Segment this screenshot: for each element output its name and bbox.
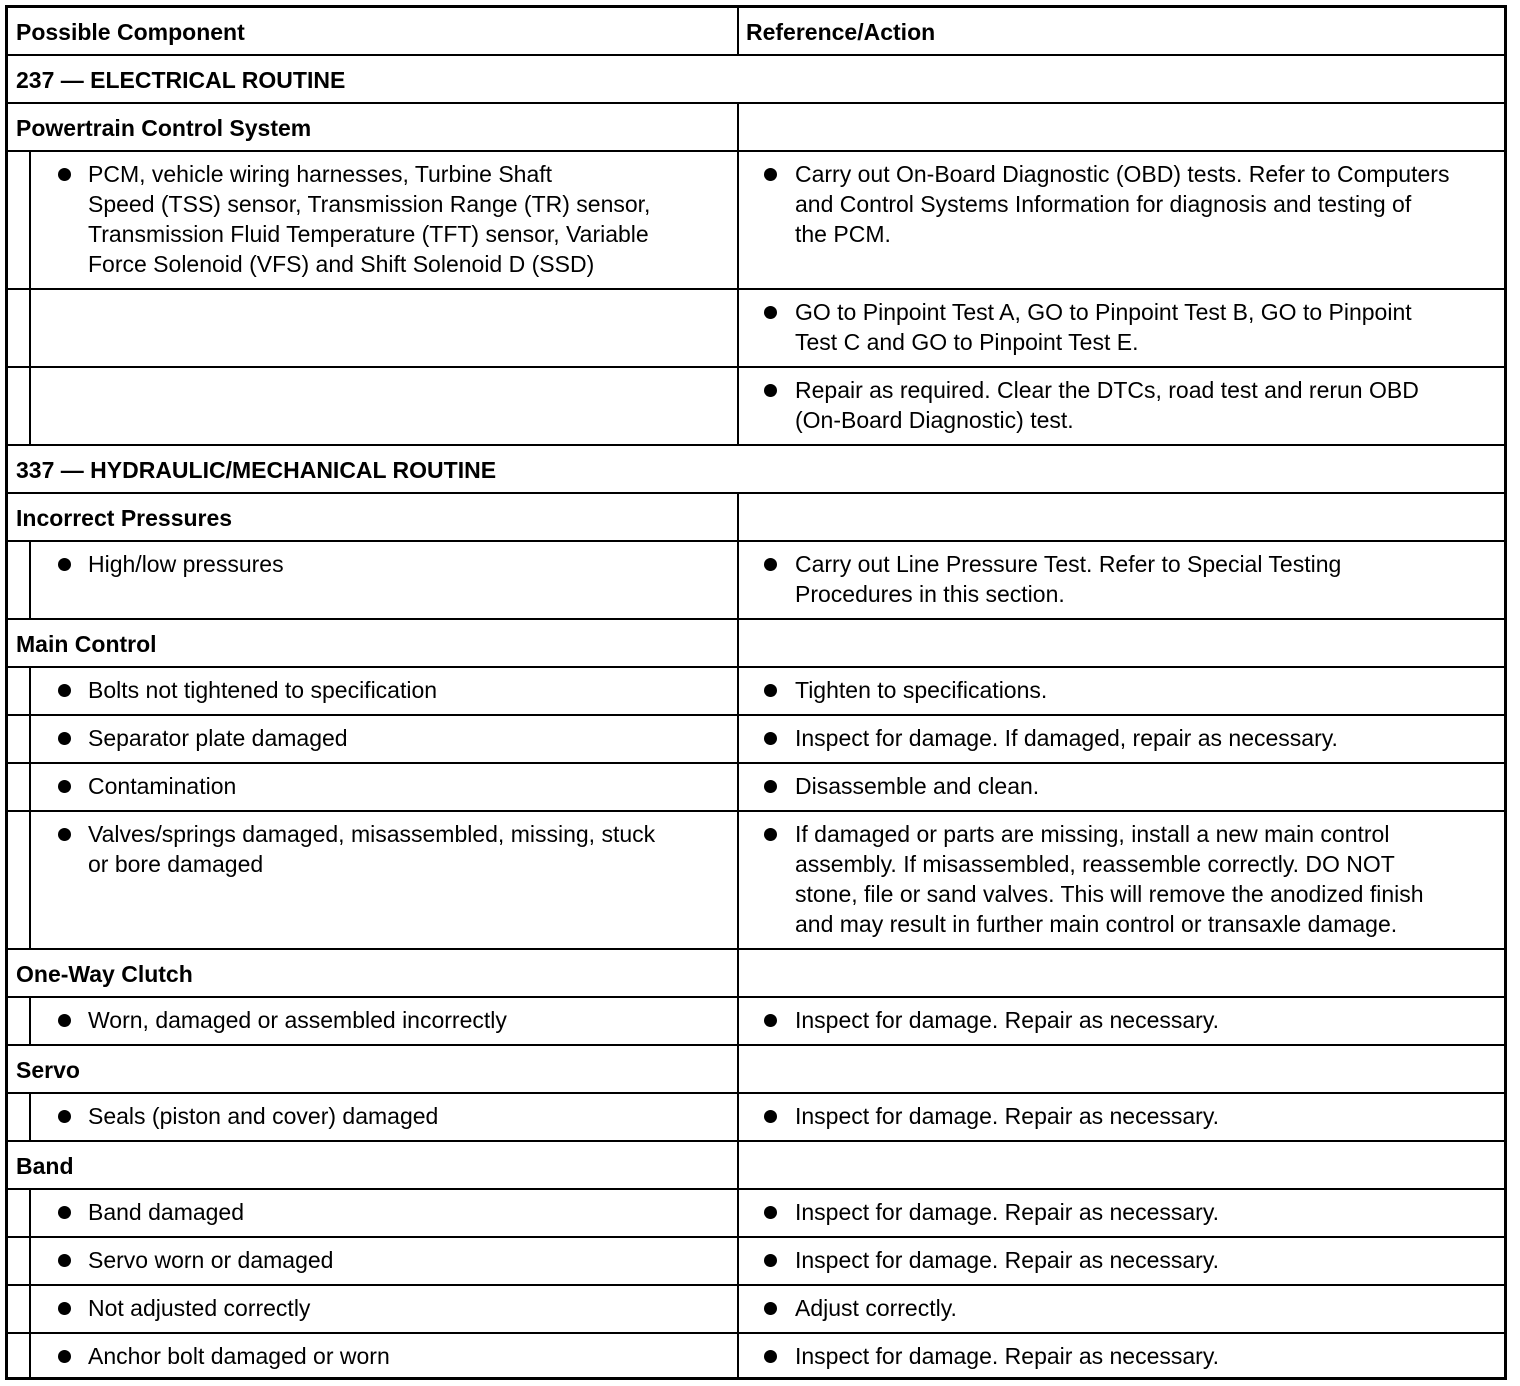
action-text: Inspect for damage. Repair as necessary. bbox=[795, 1343, 1220, 1369]
indent-divider bbox=[29, 1238, 31, 1284]
action-text: GO to Pinpoint Test A, GO to Pinpoint Test B, GO to Pinpoint Test C and GO to Pinpoint Test E. bbox=[795, 299, 1412, 355]
column-divider bbox=[737, 950, 739, 996]
bullet-icon bbox=[764, 558, 777, 571]
table-row bbox=[8, 1094, 1504, 1142]
component-text: Contamination bbox=[88, 773, 237, 799]
column-divider bbox=[737, 542, 739, 618]
indent-divider bbox=[29, 1286, 31, 1332]
action-text: Adjust correctly. bbox=[795, 1295, 957, 1321]
bullet-icon bbox=[764, 780, 777, 793]
bullet-icon bbox=[764, 1254, 777, 1267]
table-row bbox=[8, 1286, 1504, 1334]
group-title: Main Control bbox=[16, 631, 157, 657]
table-row bbox=[8, 542, 1504, 620]
column-divider bbox=[737, 8, 739, 54]
group-row bbox=[8, 1046, 1504, 1094]
group-title: Powertrain Control System bbox=[16, 115, 312, 141]
action-text: Inspect for damage. Repair as necessary. bbox=[795, 1007, 1220, 1033]
table-row bbox=[8, 152, 1504, 290]
column-divider bbox=[737, 764, 739, 810]
bullet-icon bbox=[764, 684, 777, 697]
indent-divider bbox=[29, 668, 31, 714]
bullet-icon bbox=[58, 1254, 71, 1267]
section-title: 237 — ELECTRICAL ROUTINE bbox=[16, 67, 346, 93]
bullet-icon bbox=[58, 1302, 71, 1315]
column-divider bbox=[737, 812, 739, 948]
component-text: Seals (piston and cover) damaged bbox=[88, 1103, 439, 1129]
component-text: PCM, vehicle wiring harnesses, Turbine Shaft Speed (TSS) sensor, Transmission Range (TR) sensor, Transmission Fluid Temperature (TFT) sensor, Variable Force Solenoid (VFS) and Shift Solenoid D (SSD) bbox=[88, 161, 651, 277]
indent-divider bbox=[29, 1334, 31, 1380]
indent-divider bbox=[29, 1094, 31, 1140]
indent-divider bbox=[29, 152, 31, 288]
bullet-icon bbox=[58, 732, 71, 745]
bullet-icon bbox=[764, 1350, 777, 1363]
indent-divider bbox=[29, 368, 31, 444]
column-divider bbox=[737, 1286, 739, 1332]
bullet-icon bbox=[58, 1014, 71, 1027]
table-row bbox=[8, 368, 1504, 446]
component-text: Bolts not tightened to specification bbox=[88, 677, 438, 703]
action-text: If damaged or parts are missing, install a new main control assembly. If misassembled, reassemble correctly. DO NOT stone, file or sand valves. This will remove the anodized finish and may result in further main control or transaxle damage. bbox=[795, 821, 1424, 937]
indent-divider bbox=[29, 1190, 31, 1236]
component-text: Not adjusted correctly bbox=[88, 1295, 311, 1321]
component-text: Servo worn or damaged bbox=[88, 1247, 334, 1273]
bullet-icon bbox=[58, 780, 71, 793]
column-divider bbox=[737, 1238, 739, 1284]
column-divider bbox=[737, 668, 739, 714]
action-text: Tighten to specifications. bbox=[795, 677, 1048, 703]
action-text: Inspect for damage. Repair as necessary. bbox=[795, 1247, 1220, 1273]
bullet-icon bbox=[58, 1206, 71, 1219]
action-text: Carry out Line Pressure Test. Refer to Special Testing Procedures in this section. bbox=[795, 551, 1342, 607]
action-text: Inspect for damage. Repair as necessary. bbox=[795, 1199, 1220, 1225]
group-row bbox=[8, 104, 1504, 152]
table-row bbox=[8, 668, 1504, 716]
header-reference-action: Reference/Action bbox=[746, 19, 936, 45]
table-row bbox=[8, 290, 1504, 368]
column-divider bbox=[737, 998, 739, 1044]
component-text: Anchor bolt damaged or worn bbox=[88, 1343, 390, 1369]
diagnosis-table bbox=[5, 5, 1507, 1380]
table-row bbox=[8, 1190, 1504, 1238]
bullet-icon bbox=[764, 828, 777, 841]
section-title: 337 — HYDRAULIC/MECHANICAL ROUTINE bbox=[16, 457, 497, 483]
column-divider bbox=[737, 1190, 739, 1236]
column-divider bbox=[737, 494, 739, 540]
bullet-icon bbox=[58, 1110, 71, 1123]
column-divider bbox=[737, 1142, 739, 1188]
bullet-icon bbox=[58, 1350, 71, 1363]
bullet-icon bbox=[764, 1302, 777, 1315]
group-title: Band bbox=[16, 1153, 74, 1179]
bullet-icon bbox=[764, 306, 777, 319]
bullet-icon bbox=[764, 168, 777, 181]
component-text: Worn, damaged or assembled incorrectly bbox=[88, 1007, 507, 1033]
bullet-icon bbox=[764, 1014, 777, 1027]
group-row bbox=[8, 950, 1504, 998]
column-divider bbox=[737, 104, 739, 150]
indent-divider bbox=[29, 542, 31, 618]
table-row bbox=[8, 764, 1504, 812]
bullet-icon bbox=[58, 684, 71, 697]
group-title: One-Way Clutch bbox=[16, 961, 193, 987]
group-title: Incorrect Pressures bbox=[16, 505, 233, 531]
indent-divider bbox=[29, 716, 31, 762]
section-row bbox=[8, 446, 1504, 494]
bullet-icon bbox=[764, 1206, 777, 1219]
column-divider bbox=[737, 152, 739, 288]
table-header-row bbox=[8, 8, 1504, 56]
bullet-icon bbox=[58, 168, 71, 181]
group-title: Servo bbox=[16, 1057, 80, 1083]
column-divider bbox=[737, 1046, 739, 1092]
action-text: Inspect for damage. If damaged, repair as necessary. bbox=[795, 725, 1338, 751]
table-row bbox=[8, 1334, 1504, 1380]
bullet-icon bbox=[764, 732, 777, 745]
bullet-icon bbox=[764, 384, 777, 397]
section-row bbox=[8, 56, 1504, 104]
action-text: Carry out On-Board Diagnostic (OBD) tests. Refer to Computers and Control Systems Information for diagnosis and testing of the PCM. bbox=[795, 161, 1450, 247]
header-possible-component: Possible Component bbox=[16, 19, 245, 45]
column-divider bbox=[737, 716, 739, 762]
table-row bbox=[8, 1238, 1504, 1286]
table-row bbox=[8, 812, 1504, 950]
component-text: Valves/springs damaged, misassembled, missing, stuck or bore damaged bbox=[88, 821, 656, 877]
table-row bbox=[8, 716, 1504, 764]
component-text: Band damaged bbox=[88, 1199, 245, 1225]
column-divider bbox=[737, 368, 739, 444]
bullet-icon bbox=[764, 1110, 777, 1123]
group-row bbox=[8, 494, 1504, 542]
column-divider bbox=[737, 620, 739, 666]
action-text: Inspect for damage. Repair as necessary. bbox=[795, 1103, 1220, 1129]
group-row bbox=[8, 1142, 1504, 1190]
indent-divider bbox=[29, 812, 31, 948]
column-divider bbox=[737, 290, 739, 366]
component-text: Separator plate damaged bbox=[88, 725, 348, 751]
group-row bbox=[8, 620, 1504, 668]
table-row bbox=[8, 998, 1504, 1046]
bullet-icon bbox=[58, 828, 71, 841]
indent-divider bbox=[29, 290, 31, 366]
column-divider bbox=[737, 1094, 739, 1140]
column-divider bbox=[737, 1334, 739, 1380]
indent-divider bbox=[29, 998, 31, 1044]
component-text: High/low pressures bbox=[88, 551, 284, 577]
indent-divider bbox=[29, 764, 31, 810]
action-text: Disassemble and clean. bbox=[795, 773, 1040, 799]
action-text: Repair as required. Clear the DTCs, road test and rerun OBD (On-Board Diagnostic) test. bbox=[795, 377, 1419, 433]
bullet-icon bbox=[58, 558, 71, 571]
